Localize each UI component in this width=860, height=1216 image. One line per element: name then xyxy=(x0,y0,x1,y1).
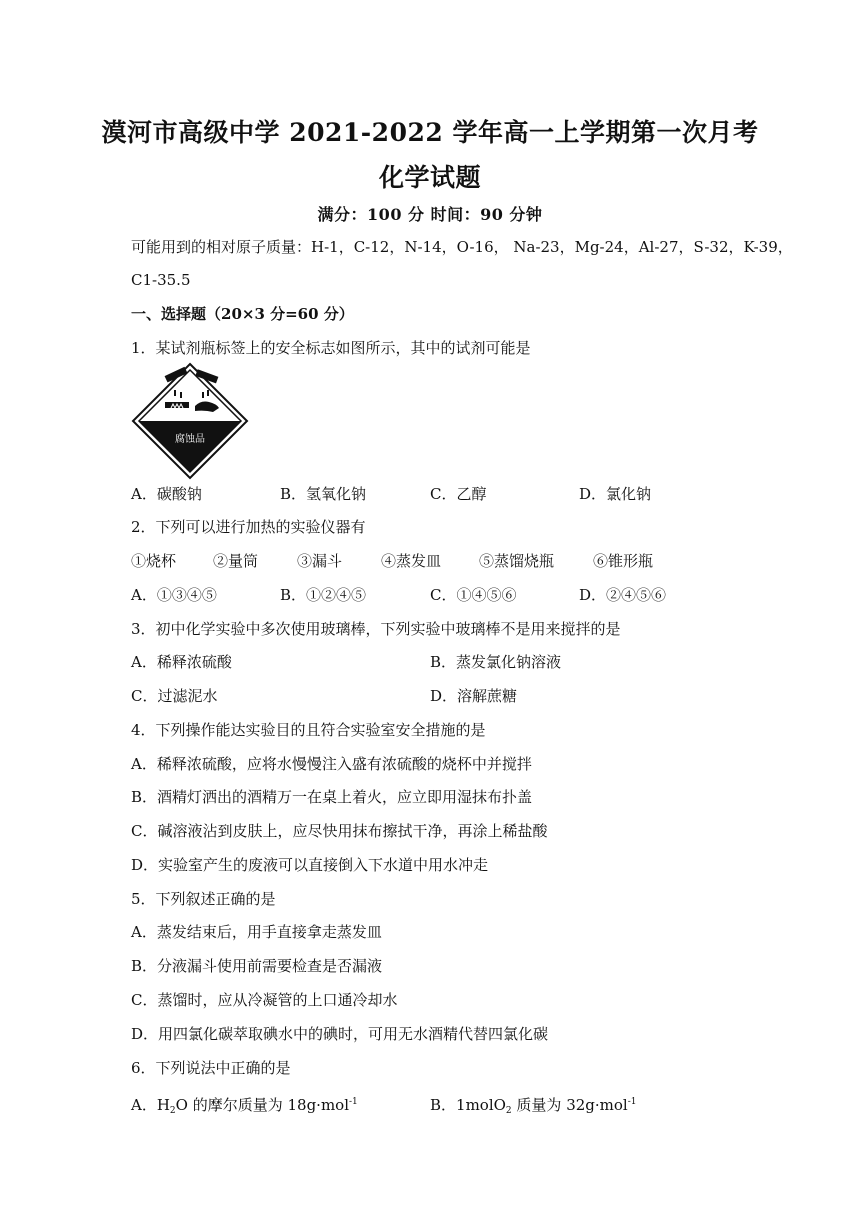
q5-option-d: D．用四氯化碳萃取碘水中的碘时，可用无水酒精代替四氯化碳 xyxy=(131,1025,549,1043)
q1-option-d: D．氯化钠 xyxy=(579,485,652,503)
score-time: 满分：100 分 时间：90 分钟 xyxy=(317,205,543,224)
q6-b-subscript: 2 xyxy=(505,1106,512,1116)
q1-option-a: A．碳酸钠 xyxy=(131,485,202,503)
q3-option-a: A．稀释浓硫酸 xyxy=(131,653,232,671)
q6-b-text-2: 质量为 32g·mol xyxy=(511,1096,628,1114)
q2-option-d: D．②④⑤⑥ xyxy=(579,586,667,604)
q2-item-6: ⑥锥形瓶 xyxy=(593,552,654,570)
q4-option-b: B．酒精灯洒出的酒精万一在桌上着火，应立即用湿抹布扑盖 xyxy=(131,788,533,806)
corrosive-sign-icon xyxy=(131,362,249,480)
atomic-mass-line-2: C1-35.5 xyxy=(131,271,191,289)
q3-option-b: B．蒸发氯化钠溶液 xyxy=(430,653,562,671)
q6-a-text-2: O 的摩尔质量为 18g·mol xyxy=(175,1096,349,1114)
q6-a-subscript: 2 xyxy=(169,1106,176,1116)
q3-option-c: C．过滤泥水 xyxy=(131,687,218,705)
q5-option-c: C．蒸馏时，应从冷凝管的上口通冷却水 xyxy=(131,991,398,1009)
q2-option-b: B．①②④⑤ xyxy=(280,586,367,604)
q1-option-b: B．氢氧化钠 xyxy=(280,485,367,503)
q2-item-2: ②量筒 xyxy=(213,552,259,570)
q2-item-1: ①烧杯 xyxy=(131,552,177,570)
q1-stem: 1．某试剂瓶标签上的安全标志如图所示，其中的试剂可能是 xyxy=(131,339,531,357)
q6-a-superscript: -1 xyxy=(349,1097,358,1107)
q4-option-a: A．稀释浓硫酸，应将水慢慢注入盛有浓硫酸的烧杯中并搅拌 xyxy=(131,755,532,773)
q6-option-a xyxy=(131,1092,358,1121)
q3-option-d: D．溶解蔗糖 xyxy=(430,687,518,705)
q6-a-text-1: A．H xyxy=(131,1096,170,1114)
q5-option-b: B．分液漏斗使用前需要检查是否漏液 xyxy=(131,957,383,975)
q5-option-a: A．蒸发结束后，用手直接拿走蒸发皿 xyxy=(131,923,382,941)
q4-option-c: C．碱溶液沾到皮肤上，应尽快用抹布擦拭干净，再涂上稀盐酸 xyxy=(131,822,548,840)
q6-stem: 6．下列说法中正确的是 xyxy=(131,1059,291,1077)
q3-stem: 3．初中化学实验中多次使用玻璃棒，下列实验中玻璃棒不是用来搅拌的是 xyxy=(131,620,621,638)
q2-option-c: C．①④⑤⑥ xyxy=(430,586,517,604)
q2-option-a: A．①③④⑤ xyxy=(131,586,217,604)
q2-stem: 2．下列可以进行加热的实验仪器有 xyxy=(131,518,366,536)
q2-item-5: ⑤蒸馏烧瓶 xyxy=(479,552,555,570)
q6-b-text-1: B．1molO xyxy=(430,1096,506,1114)
q2-item-3: ③漏斗 xyxy=(297,552,343,570)
atomic-mass-line-1: 可能用到的相对原子质量：H-1，C-12，N-14，O-16， Na-23，Mg-24，Al-27，S-32，K-39， xyxy=(131,238,793,256)
sign-label: 腐蚀品 xyxy=(175,434,205,445)
q5-stem: 5．下列叙述正确的是 xyxy=(131,890,276,908)
q1-option-c: C．乙醇 xyxy=(430,485,487,503)
section-heading: 一、选择题（20×3 分=60 分） xyxy=(131,305,354,323)
q6-option-b xyxy=(430,1092,636,1121)
q4-stem: 4．下列操作能达实验目的且符合实验室安全措施的是 xyxy=(131,721,486,739)
exam-title: 漠河市高级中学 2021-2022 学年高一上学期第一次月考 xyxy=(101,118,759,147)
exam-subtitle: 化学试题 xyxy=(378,163,481,192)
q6-b-superscript: -1 xyxy=(627,1097,637,1107)
q4-option-d: D．实验室产生的废液可以直接倒入下水道中用水冲走 xyxy=(131,856,489,874)
q2-item-4: ④蒸发皿 xyxy=(381,552,442,570)
